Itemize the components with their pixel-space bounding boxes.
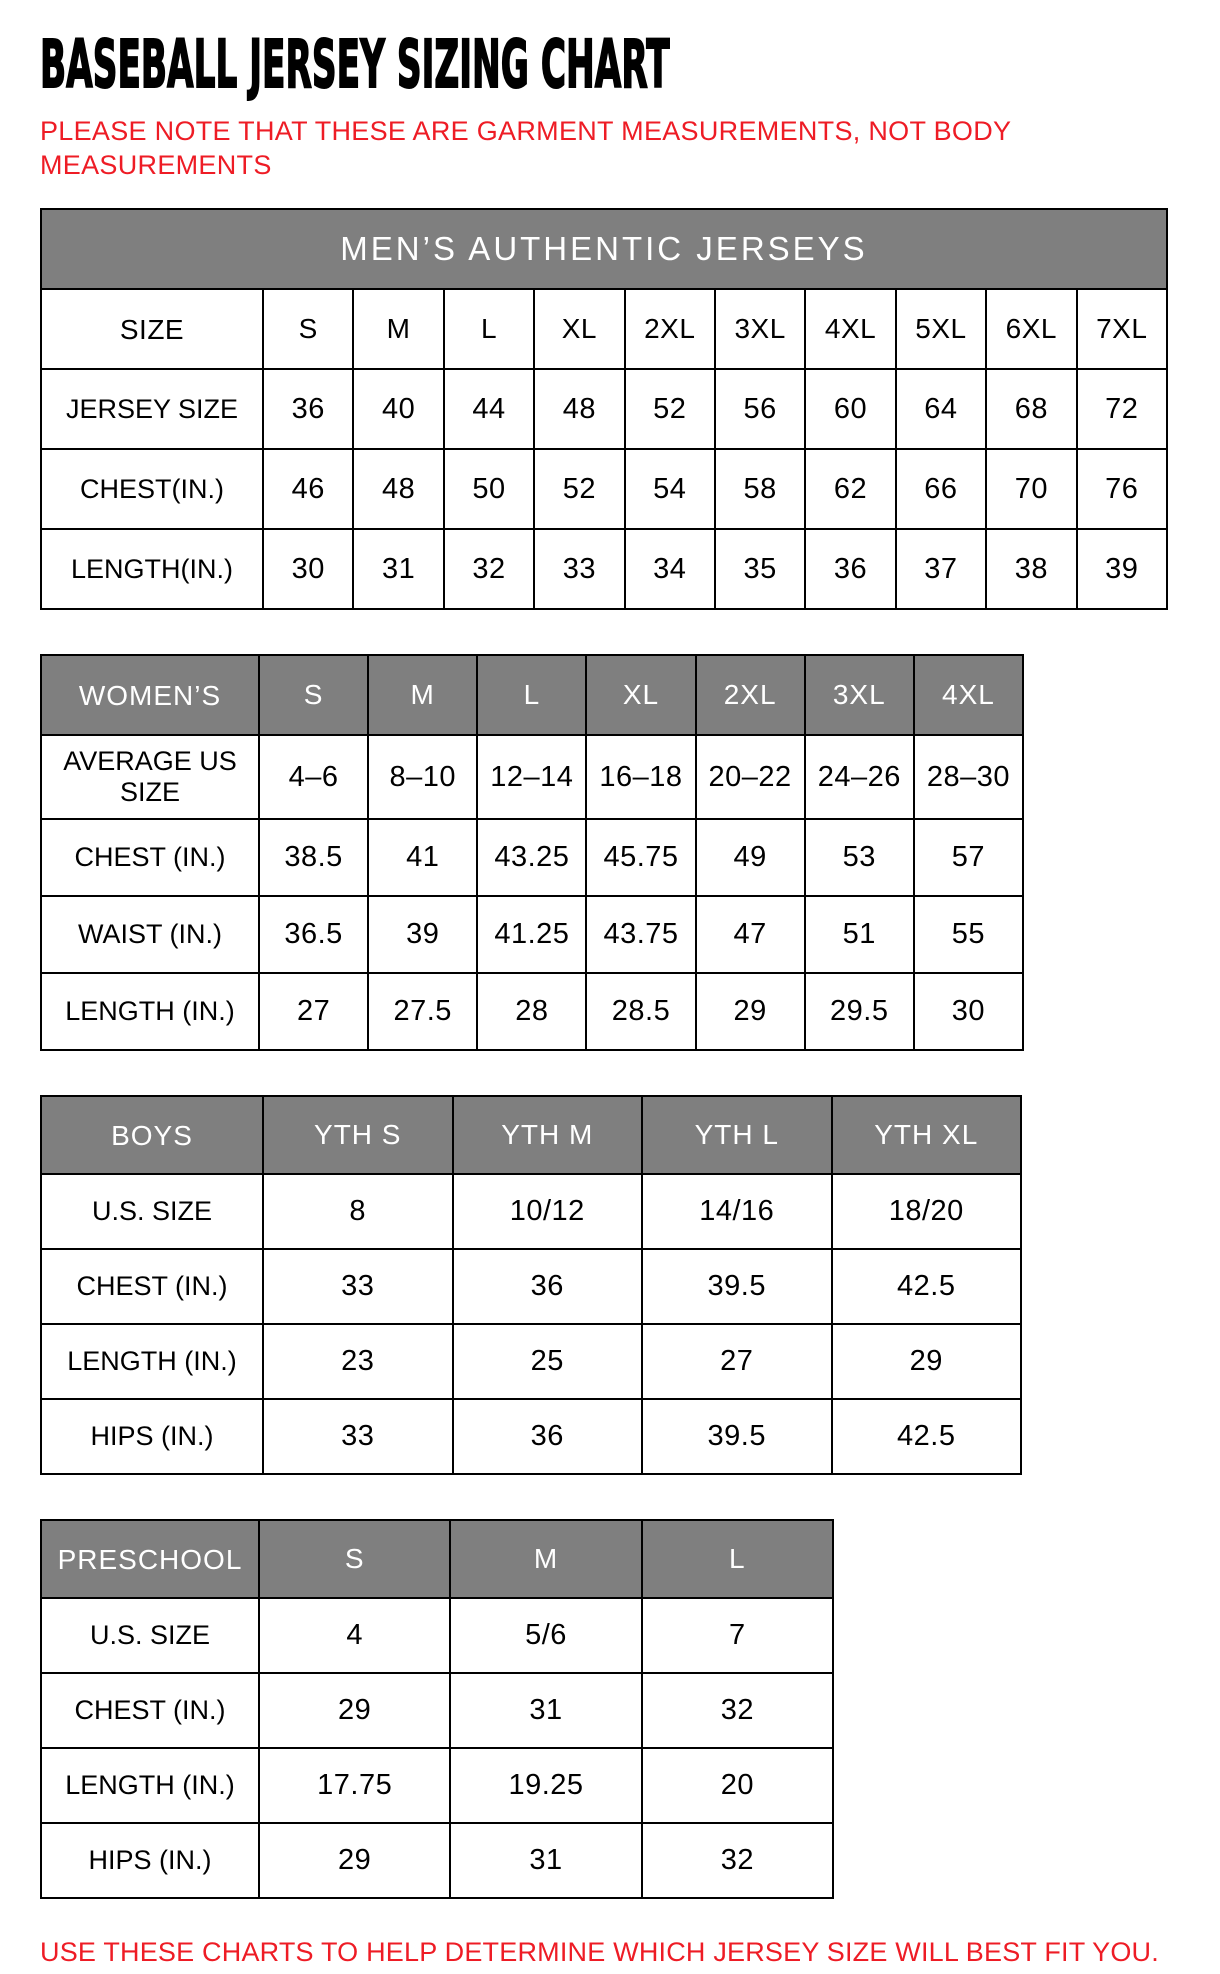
footer-note: USE THESE CHARTS TO HELP DETERMINE WHICH JERSEY SIZE WILL BEST FIT YOU. (40, 1937, 1159, 1967)
womens-table-section (40, 654, 1180, 1051)
table-row (41, 1598, 833, 1673)
cell-value: 4 (259, 1598, 450, 1673)
cell-value: 36 (263, 369, 353, 449)
column-header: XL (586, 655, 695, 735)
cell-value: 36 (453, 1399, 643, 1474)
cell-value: 24–26 (805, 735, 914, 819)
preschool-table-section (40, 1519, 1180, 1899)
cell-value: 35 (715, 529, 805, 609)
row-label: HIPS (IN.) (41, 1399, 263, 1474)
row-label: LENGTH (IN.) (41, 1748, 259, 1823)
cell-value: 41 (368, 819, 477, 896)
cell-value: 27 (259, 973, 368, 1050)
column-header: 5XL (896, 289, 986, 369)
cell-value: 8–10 (368, 735, 477, 819)
cell-value: 62 (805, 449, 895, 529)
cell-value: 29 (259, 1673, 450, 1748)
column-header: YTH S (263, 1096, 453, 1174)
cell-value: 36 (805, 529, 895, 609)
cell-value: 32 (444, 529, 534, 609)
cell-value: 54 (625, 449, 715, 529)
header-row (41, 1096, 1021, 1174)
cell-value: 33 (263, 1399, 453, 1474)
cell-value: 30 (914, 973, 1023, 1050)
cell-value: 52 (534, 449, 624, 529)
cell-value: 28–30 (914, 735, 1023, 819)
row-label: CHEST (IN.) (41, 819, 259, 896)
row-label: WOMEN’S (41, 655, 259, 735)
cell-value: 46 (263, 449, 353, 529)
cell-value: 27.5 (368, 973, 477, 1050)
cell-value: 76 (1077, 449, 1167, 529)
note-line-1: PLEASE NOTE THAT THESE ARE GARMENT MEASUREMENTS, NOT BODY (40, 116, 1012, 146)
column-header: 4XL (805, 289, 895, 369)
column-header: 2XL (625, 289, 715, 369)
cell-value: 29 (696, 973, 805, 1050)
cell-value: 4–6 (259, 735, 368, 819)
cell-value: 56 (715, 369, 805, 449)
cell-value: 29 (259, 1823, 450, 1898)
cell-value: 17.75 (259, 1748, 450, 1823)
cell-value: 70 (986, 449, 1076, 529)
cell-value: 60 (805, 369, 895, 449)
header-row (41, 1520, 833, 1598)
table-row (41, 1399, 1021, 1474)
header-row (41, 655, 1023, 735)
cell-value: 38.5 (259, 819, 368, 896)
table-row (41, 973, 1023, 1050)
cell-value: 36 (453, 1249, 643, 1324)
row-label: BOYS (41, 1096, 263, 1174)
column-header: YTH M (453, 1096, 643, 1174)
column-header: YTH L (642, 1096, 832, 1174)
cell-value: 14/16 (642, 1174, 832, 1249)
table-row (41, 1748, 833, 1823)
row-label: AVERAGE US SIZE (41, 735, 259, 819)
column-header: L (444, 289, 534, 369)
table-row (41, 449, 1167, 529)
cell-value: 40 (353, 369, 443, 449)
cell-value: 16–18 (586, 735, 695, 819)
table-row (41, 819, 1023, 896)
cell-value: 32 (642, 1823, 833, 1898)
row-label: PRESCHOOL (41, 1520, 259, 1598)
cell-value: 39.5 (642, 1249, 832, 1324)
cell-value: 68 (986, 369, 1076, 449)
cell-value: 48 (534, 369, 624, 449)
column-header: S (259, 655, 368, 735)
row-label: LENGTH (IN.) (41, 973, 259, 1050)
cell-value: 42.5 (832, 1249, 1022, 1324)
column-header: 7XL (1077, 289, 1167, 369)
row-label: CHEST (IN.) (41, 1249, 263, 1324)
row-label: U.S. SIZE (41, 1174, 263, 1249)
cell-value: 27 (642, 1324, 832, 1399)
row-label: HIPS (IN.) (41, 1823, 259, 1898)
cell-value: 42.5 (832, 1399, 1022, 1474)
column-header: 4XL (914, 655, 1023, 735)
cell-value: 32 (642, 1673, 833, 1748)
cell-value: 39.5 (642, 1399, 832, 1474)
cell-value: 43.25 (477, 819, 586, 896)
cell-value: 55 (914, 896, 1023, 973)
cell-value: 37 (896, 529, 986, 609)
table-row (41, 1823, 833, 1898)
table-row (41, 1324, 1021, 1399)
cell-value: 23 (263, 1324, 453, 1399)
cell-value: 30 (263, 529, 353, 609)
cell-value: 39 (1077, 529, 1167, 609)
column-header: XL (534, 289, 624, 369)
column-header: YTH XL (832, 1096, 1022, 1174)
row-label: CHEST (IN.) (41, 1673, 259, 1748)
cell-value: 31 (353, 529, 443, 609)
row-label: U.S. SIZE (41, 1598, 259, 1673)
cell-value: 66 (896, 449, 986, 529)
row-label: WAIST (IN.) (41, 896, 259, 973)
cell-value: 12–14 (477, 735, 586, 819)
cell-value: 38 (986, 529, 1076, 609)
mens-sizing-table (40, 208, 1168, 610)
cell-value: 36.5 (259, 896, 368, 973)
cell-value: 51 (805, 896, 914, 973)
column-header: 3XL (715, 289, 805, 369)
column-header: 6XL (986, 289, 1076, 369)
cell-value: 45.75 (586, 819, 695, 896)
womens-sizing-table (40, 654, 1024, 1051)
cell-value: 34 (625, 529, 715, 609)
boys-table-section (40, 1095, 1180, 1475)
cell-value: 8 (263, 1174, 453, 1249)
page-title (40, 26, 1180, 103)
cell-value: 10/12 (453, 1174, 643, 1249)
cell-value: 64 (896, 369, 986, 449)
table-row (41, 896, 1023, 973)
boys-sizing-table (40, 1095, 1022, 1475)
cell-value: 48 (353, 449, 443, 529)
cell-value: 33 (263, 1249, 453, 1324)
cell-value: 47 (696, 896, 805, 973)
note-line-2: MEASUREMENTS (40, 150, 272, 180)
column-header: M (450, 1520, 641, 1598)
column-header: 2XL (696, 655, 805, 735)
preschool-sizing-table (40, 1519, 834, 1899)
cell-value: 28 (477, 973, 586, 1050)
note-text (40, 114, 1180, 182)
table-title: MEN’S AUTHENTIC JERSEYS (41, 209, 1167, 289)
row-label: SIZE (41, 289, 263, 369)
table-row (41, 735, 1023, 819)
column-header: M (353, 289, 443, 369)
column-header: L (477, 655, 586, 735)
cell-value: 29.5 (805, 973, 914, 1050)
cell-value: 25 (453, 1324, 643, 1399)
table-row (41, 1249, 1021, 1324)
cell-value: 29 (832, 1324, 1022, 1399)
mens-table-section (40, 208, 1180, 610)
cell-value: 43.75 (586, 896, 695, 973)
row-label: JERSEY SIZE (41, 369, 263, 449)
cell-value: 33 (534, 529, 624, 609)
cell-value: 31 (450, 1673, 641, 1748)
cell-value: 53 (805, 819, 914, 896)
cell-value: 39 (368, 896, 477, 973)
cell-value: 41.25 (477, 896, 586, 973)
cell-value: 20–22 (696, 735, 805, 819)
cell-value: 52 (625, 369, 715, 449)
table-row (41, 1174, 1021, 1249)
cell-value: 50 (444, 449, 534, 529)
cell-value: 28.5 (586, 973, 695, 1050)
row-label: LENGTH(IN.) (41, 529, 263, 609)
column-header: S (259, 1520, 450, 1598)
cell-value: 19.25 (450, 1748, 641, 1823)
column-header: 3XL (805, 655, 914, 735)
table-row (41, 369, 1167, 449)
cell-value: 49 (696, 819, 805, 896)
table-row (41, 1673, 833, 1748)
cell-value: 57 (914, 819, 1023, 896)
cell-value: 72 (1077, 369, 1167, 449)
row-label: CHEST(IN.) (41, 449, 263, 529)
table-row (41, 529, 1167, 609)
column-header: L (642, 1520, 833, 1598)
column-header: S (263, 289, 353, 369)
cell-value: 7 (642, 1598, 833, 1673)
header-row (41, 289, 1167, 369)
row-label: LENGTH (IN.) (41, 1324, 263, 1399)
column-header: M (368, 655, 477, 735)
page-title-text: BASEBALL JERSEY SIZING CHART (40, 26, 670, 103)
cell-value: 5/6 (450, 1598, 641, 1673)
cell-value: 44 (444, 369, 534, 449)
cell-value: 58 (715, 449, 805, 529)
cell-value: 20 (642, 1748, 833, 1823)
cell-value: 31 (450, 1823, 641, 1898)
table-title-row (41, 209, 1167, 289)
cell-value: 18/20 (832, 1174, 1022, 1249)
